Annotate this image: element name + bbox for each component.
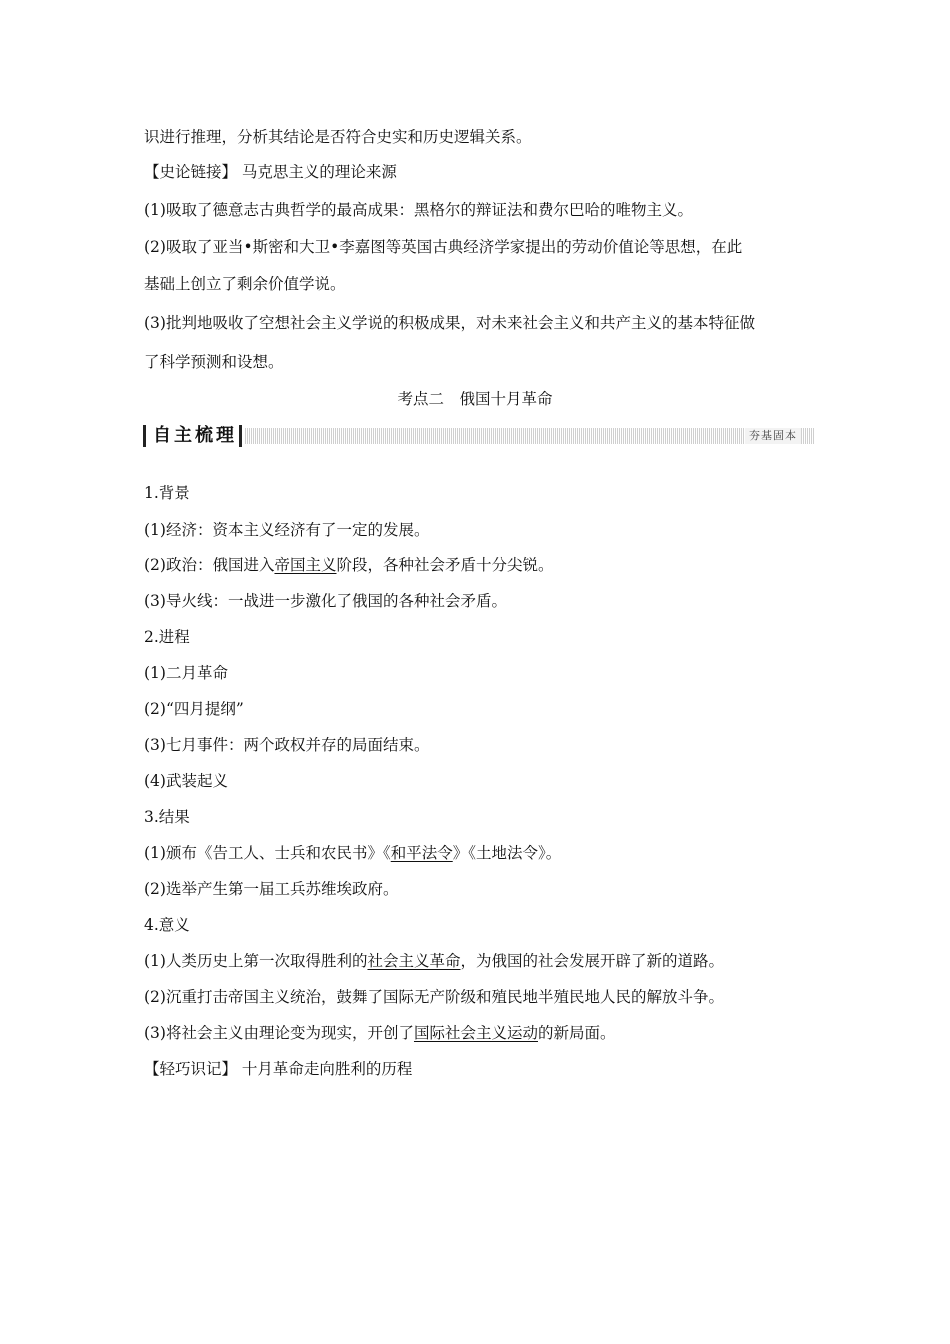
text-line: (2)吸取了亚当•斯密和大卫•李嘉图等英国古典经济学家提出的劳动价值论等思想，在此 — [144, 238, 743, 256]
text-line: (3)批判地吸收了空想社会主义学说的积极成果，对未来社会主义和共产主义的基本特征做 — [144, 314, 755, 332]
text-run: (1)颁布《告工人、士兵和农民书》《 — [144, 844, 391, 862]
list-item: (3)七月事件：两个政权并存的局面结束。 — [144, 736, 430, 754]
text-line: 了科学预测和设想。 — [144, 353, 284, 371]
list-item: (2)选举产生第一届工兵苏维埃政府。 — [144, 880, 399, 898]
text-run: 》《土地法令》。 — [452, 844, 562, 862]
banner-title: 自主梳理 — [153, 425, 237, 446]
list-item — [144, 554, 824, 576]
text-run: 阶段，各种社会矛盾十分尖锐。 — [336, 556, 554, 574]
list-item: (2)“四月提纲” — [144, 700, 244, 718]
list-item — [144, 1022, 824, 1044]
list-item — [144, 842, 824, 864]
heading-process: 2.进程 — [144, 628, 190, 646]
text-run: 的新局面。 — [537, 1024, 616, 1042]
banner-bracket-right — [239, 425, 242, 447]
underlined-term: 国际社会主义运动 — [413, 1024, 538, 1042]
text-line: 识进行推理，分析其结论是否符合史实和历史逻辑关系。 — [144, 128, 532, 146]
underlined-term: 和平法令 — [390, 844, 453, 862]
section-title: 考点二 俄国十月革命 — [397, 390, 553, 408]
list-item: (1)二月革命 — [144, 664, 228, 682]
text-run: (3)将社会主义由理论变为现实，开创了 — [144, 1024, 414, 1042]
underlined-term: 社会主义革命 — [367, 952, 461, 970]
text-run: (1)人类历史上第一次取得胜利的 — [144, 952, 368, 970]
list-item: (1)经济：资本主义经济有了一定的发展。 — [144, 521, 430, 539]
text-run: ，为俄国的社会发展开辟了新的道路。 — [460, 952, 724, 970]
heading-result: 3.结果 — [144, 808, 190, 826]
text-line: 基础上创立了剩余价值学说。 — [144, 275, 346, 293]
text-run: (2)政治：俄国进入 — [144, 556, 275, 574]
history-link-heading: 【史论链接】 马克思主义的理论来源 — [144, 163, 397, 181]
heading-background: 1.背景 — [144, 484, 190, 502]
list-item: (4)武装起义 — [144, 772, 228, 790]
memory-tip-heading: 【轻巧识记】 十月革命走向胜利的历程 — [144, 1060, 413, 1078]
banner-stripe — [245, 428, 815, 444]
underlined-term: 帝国主义 — [274, 556, 337, 574]
banner-tag: 夯基固本 — [745, 428, 801, 444]
heading-significance: 4.意义 — [144, 916, 190, 934]
self-review-banner — [143, 425, 815, 447]
list-item — [144, 950, 824, 972]
list-item: (2)沉重打击帝国主义统治，鼓舞了国际无产阶级和殖民地半殖民地人民的解放斗争。 — [144, 988, 724, 1006]
list-item: (3)导火线：一战进一步激化了俄国的各种社会矛盾。 — [144, 592, 507, 610]
banner-bracket-left — [143, 425, 146, 447]
text-line: (1)吸取了德意志古典哲学的最高成果：黑格尔的辩证法和费尔巴哈的唯物主义。 — [144, 201, 693, 219]
